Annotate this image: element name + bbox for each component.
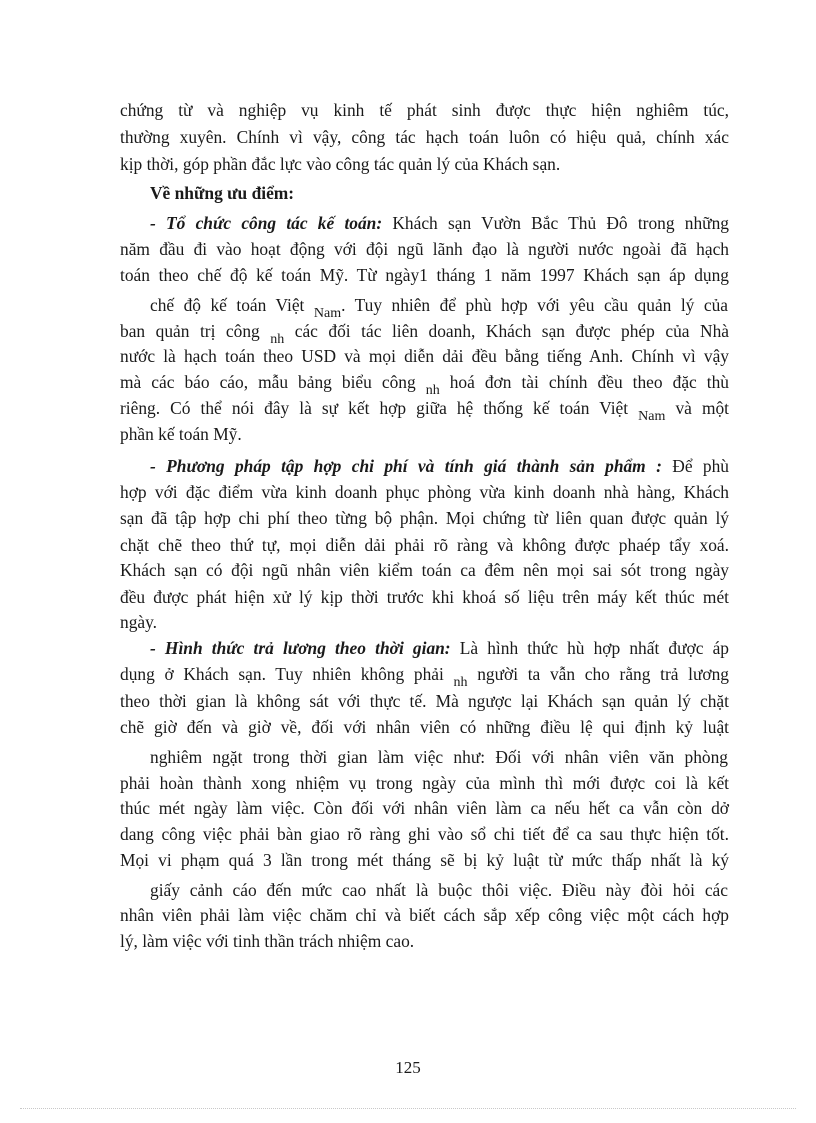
section-heading: Về những ưu điểm: bbox=[150, 183, 295, 203]
s1-line-7b: nh bbox=[425, 383, 440, 398]
s3-line-2 bbox=[120, 661, 729, 690]
footer-divider bbox=[20, 1108, 796, 1109]
s1-line-5b: nh bbox=[270, 332, 285, 347]
s3-line-9: Mọi vi phạm quá 3 lần trong mét tháng sẽ bị kỷ luật từ mức thấp nhất là ký bbox=[120, 850, 729, 870]
s1-line-7c: hoá đơn tài chính đều theo đặc thù bbox=[439, 372, 730, 392]
s2-line-4: chặt chẽ theo thứ tự, mọi diễn dải phải rõ ràng và không được phaép tẩy xoá. bbox=[120, 535, 729, 555]
s3-line-3: theo thời gian là không sát với thực tế. Mà ngược lại Khách sạn quản lý chặt bbox=[120, 691, 729, 711]
s1-line-3: toán theo chế độ kế toán Mỹ. Từ ngày1 tháng 1 năm 1997 Khách sạn áp dụng bbox=[120, 265, 729, 285]
page-number: 125 bbox=[395, 1058, 421, 1077]
s3-line-10: giấy cảnh cáo đến mức cao nhất là buộc thôi việc. Điều này đòi hỏi các bbox=[150, 880, 728, 900]
s2-line-7: ngày. bbox=[120, 612, 158, 632]
s1-line-5a: ban quản trị công bbox=[120, 321, 271, 341]
s2-line-1 bbox=[150, 453, 729, 479]
s1-line-4 bbox=[150, 292, 728, 321]
s3-title: - Hình thức trả lương theo thời gian: bbox=[150, 638, 451, 658]
s1-line-1 bbox=[150, 210, 729, 236]
s1-line-4b: Nam bbox=[313, 306, 342, 321]
s1-line-4c: . Tuy nhiên để phù hợp với yêu cầu quản lý của bbox=[341, 295, 728, 315]
s1-line-8c: và một bbox=[665, 398, 729, 418]
s1-line-2: năm đầu đi vào hoạt động với đội ngũ lãnh đạo là người nước ngoài đã hạch bbox=[120, 239, 729, 259]
s1-line-4a: chế độ kế toán Việt bbox=[150, 295, 314, 315]
s3-line-2b: nh bbox=[453, 675, 468, 690]
s3-line-7: thúc mét ngày làm việc. Còn đối với nhân viên làm ca nếu hết ca vẫn còn dở bbox=[120, 798, 729, 818]
s3-line-6: phải hoàn thành xong nhiệm vụ trong ngày của mình thì mới được coi là kết bbox=[120, 773, 729, 793]
s2-line-2: hợp với đặc điểm vừa kinh doanh phục phòng vừa kinh doanh nhà hàng, Khách bbox=[120, 482, 729, 502]
s1-line-8 bbox=[120, 395, 729, 424]
s3-line-8: dang công việc phải bàn giao rõ ràng ghi vào sổ chi tiết để ca sau thực hiện tốt. bbox=[120, 824, 729, 844]
s3-line-4: chẽ giờ đến và giờ về, đối với nhân viên có những điều lệ qui định kỷ luật bbox=[120, 717, 729, 737]
s1-line-5c: các đối tác liên doanh, Khách sạn được phép của Nhà bbox=[284, 321, 729, 341]
s1-line-7 bbox=[120, 369, 729, 398]
s3-line-5: nghiêm ngặt trong thời gian làm việc như: Đối với nhân viên văn phòng bbox=[150, 747, 728, 767]
intro-line-2: thường xuyên. Chính vì vậy, công tác hạch toán luôn có hiệu quả, chính xác bbox=[120, 127, 729, 147]
s2-line-5: Khách sạn có đội ngũ nhân viên kiểm toán ca đêm nên mọi sai sót trong ngày bbox=[120, 560, 729, 580]
s3-line-2a: dụng ở Khách sạn. Tuy nhiên không phải bbox=[120, 664, 454, 684]
s3-text: Là hình thức hù hợp nhất được áp bbox=[450, 638, 729, 658]
s2-title: - Phương pháp tập hợp chi phí và tính giá thành sản phẩm : bbox=[150, 456, 662, 476]
s2-line-3: sạn đã tập hợp chi phí theo từng bộ phận. Mọi chứng từ liên quan được quản lý bbox=[120, 508, 729, 528]
s1-line-8b: Nam bbox=[638, 409, 666, 424]
s2-text: Để phù bbox=[661, 456, 730, 476]
intro-line-1: chứng từ và nghiệp vụ kinh tế phát sinh được thực hiện nghiêm túc, bbox=[120, 100, 729, 120]
s1-title: - Tổ chức công tác kế toán: bbox=[150, 213, 383, 233]
s2-line-6: đều được phát hiện xử lý kịp thời trước khi khoá số liệu trên máy kết thúc mét bbox=[120, 587, 729, 607]
s1-line-8a: riêng. Có thể nói đây là sự kết hợp giữa hệ thống kế toán Việt bbox=[120, 398, 639, 418]
s1-line-9: phần kế toán Mỹ. bbox=[120, 424, 242, 444]
s3-line-12: lý, làm việc với tinh thần trách nhiệm cao. bbox=[120, 931, 415, 951]
intro-line-3: kịp thời, góp phần đắc lực vào công tác quản lý của Khách sạn. bbox=[120, 154, 561, 174]
s3-line-2c: người ta vẫn cho rằng trả lương bbox=[467, 664, 729, 684]
s1-line-7a: mà các báo cáo, mẫu bảng biểu công bbox=[120, 372, 426, 392]
s3-line-1 bbox=[150, 635, 729, 661]
s1-line-6: nước là hạch toán theo USD và mọi diễn dải đều bằng tiếng Anh. Chính vì vậy bbox=[120, 346, 729, 366]
s3-line-11: nhân viên phải làm việc chăm chỉ và biết cách sắp xếp công việc một cách hợp bbox=[120, 905, 729, 925]
s1-text: Khách sạn Vườn Bắc Thủ Đô trong những bbox=[382, 213, 729, 233]
